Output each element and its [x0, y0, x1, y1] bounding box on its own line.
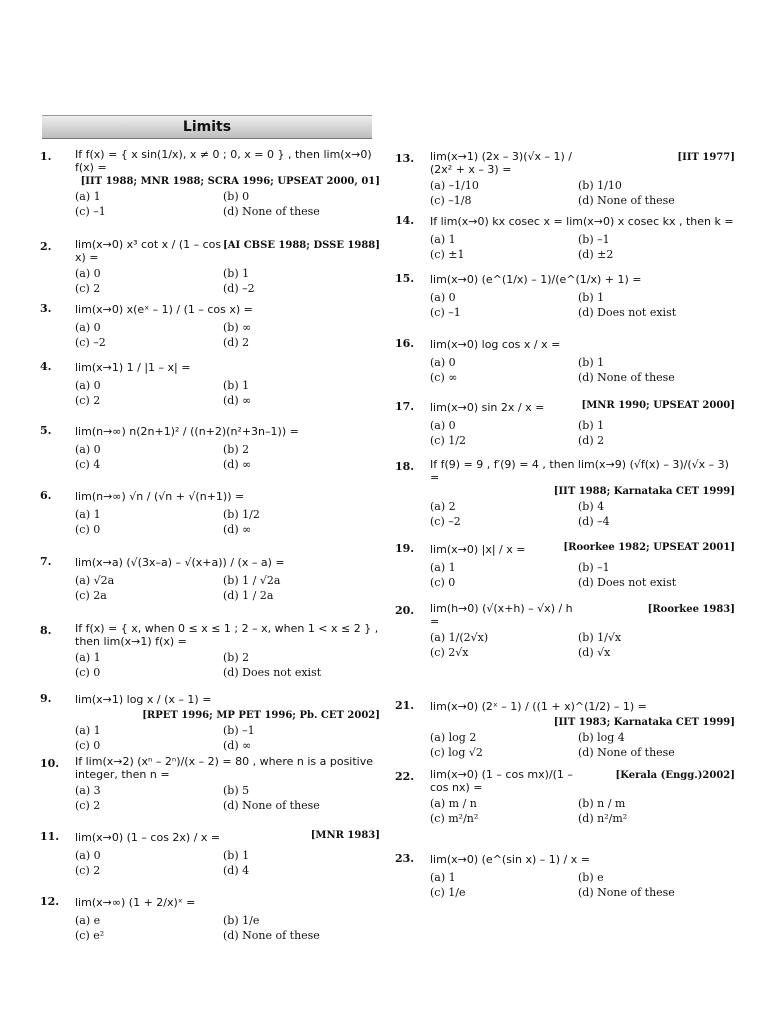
option-b: (b) 1 [223, 379, 250, 392]
question-stem: lim(n→∞) n(2n+1)² / ((n+2)(n²+3n–1)) = [75, 424, 299, 438]
option-d: (d) 2 [578, 434, 605, 447]
question-stem: lim(x→0) log cos x / x = [430, 337, 561, 351]
question-stem: lim(x→0) (e^(1/x) – 1)/(e^(1/x) + 1) = [430, 272, 642, 286]
question-15 [395, 270, 735, 319]
option-d: (d) Does not exist [578, 306, 677, 319]
option-a: (a) –1/10 [430, 179, 479, 192]
option-a: (a) 1 [430, 233, 456, 246]
options-grid [75, 849, 380, 877]
options-grid [430, 233, 735, 261]
option-b: (b) 1 [578, 356, 605, 369]
question-stem: If lim(x→2) (xⁿ – 2ⁿ)/(x – 2) = 80 , where n is a positive integer, then n = [75, 755, 373, 781]
question-source: [Roorkee 1982; UPSEAT 2001] [563, 542, 735, 553]
question-9 [40, 690, 380, 752]
question-source: [Roorkee 1983] [647, 604, 735, 615]
option-c: (c) e² [75, 929, 105, 942]
option-b: (b) –1 [223, 724, 255, 737]
question-5 [40, 422, 380, 471]
option-c: (c) –1 [430, 306, 461, 319]
question-number: 9. [40, 692, 52, 705]
option-a: (a) 0 [75, 267, 101, 280]
question-11 [40, 828, 380, 877]
option-c: (c) 0 [75, 739, 101, 752]
question-stem: lim(x→1) 1 / |1 – x| = [75, 360, 191, 374]
options-grid [75, 508, 380, 536]
option-c: (c) 2√x [430, 646, 469, 659]
option-c: (c) ∞ [430, 371, 458, 384]
option-b: (b) 5 [223, 784, 250, 797]
option-c: (c) –2 [430, 515, 461, 528]
option-a: (a) m / n [430, 797, 477, 810]
option-c: (c) 1/2 [430, 434, 466, 447]
question-21 [395, 697, 735, 759]
option-d: (d) None of these [223, 799, 320, 812]
question-number: 2. [40, 240, 52, 253]
option-a: (a) 1 [430, 561, 456, 574]
question-number: 7. [40, 555, 52, 568]
question-source: [MNR 1990; UPSEAT 2000] [581, 400, 735, 411]
question-number: 20. [395, 604, 415, 617]
option-c: (c) 1/e [430, 886, 466, 899]
options-grid [75, 914, 380, 942]
question-number: 11. [40, 830, 60, 843]
question-stem: lim(x→0) (e^(sin x) – 1) / x = [430, 852, 590, 866]
option-a: (a) e [75, 914, 101, 927]
option-a: (a) 1 [75, 190, 101, 203]
option-c: (c) log √2 [430, 746, 483, 759]
options-grid [75, 724, 380, 752]
option-a: (a) 1 [75, 724, 101, 737]
question-stem: If f(x) = { x, when 0 ≤ x ≤ 1 ; 2 – x, when 1 < x ≤ 2 } , then lim(x→1) f(x) = [75, 622, 379, 648]
option-c: (c) 2a [75, 589, 107, 602]
question-number: 8. [40, 624, 52, 637]
options-grid [75, 267, 380, 295]
option-d: (d) √x [578, 646, 611, 659]
question-20 [395, 602, 735, 659]
question-stem: lim(x→0) (2ˣ – 1) / ((1 + x)^(1/2) – 1) = [430, 699, 647, 713]
options-grid [75, 379, 380, 407]
option-c: (c) 0 [75, 523, 101, 536]
question-number: 1. [40, 150, 52, 163]
question-source: [IIT 1988; MNR 1988; SCRA 1996; UPSEAT 2000, 01] [80, 176, 380, 187]
question-22 [395, 768, 735, 825]
question-number: 21. [395, 699, 415, 712]
option-a: (a) 1 [430, 871, 456, 884]
option-a: (a) 0 [75, 849, 101, 862]
option-a: (a) 0 [75, 443, 101, 456]
question-stem: lim(h→0) (√(x+h) – √x) / h = [430, 602, 573, 628]
option-a: (a) log 2 [430, 731, 477, 744]
option-a: (a) 0 [430, 291, 456, 304]
question-source: [RPET 1996; MP PET 1996; Pb. CET 2002] [142, 710, 380, 721]
option-b: (b) 1 [578, 419, 605, 432]
option-a: (a) 1/(2√x) [430, 631, 489, 644]
question-stem: If lim(x→0) kx cosec x = lim(x→0) x cosec kx , then k = [430, 214, 734, 228]
option-c: (c) 0 [430, 576, 456, 589]
question-number: 14. [395, 214, 415, 227]
options-grid [430, 356, 735, 384]
question-number: 15. [395, 272, 415, 285]
question-number: 3. [40, 302, 52, 315]
option-d: (d) –4 [578, 515, 610, 528]
question-stem: lim(x→0) sin 2x / x = [430, 400, 545, 414]
option-a: (a) 0 [75, 379, 101, 392]
question-12 [40, 893, 380, 942]
option-d: (d) –2 [223, 282, 255, 295]
question-18 [395, 458, 735, 528]
question-number: 5. [40, 424, 52, 437]
question-number: 23. [395, 852, 415, 865]
question-stem: lim(x→∞) (1 + 2/x)ˣ = [75, 895, 196, 909]
question-stem: lim(x→0) (1 – cos mx)/(1 – cos nx) = [430, 768, 573, 794]
question-4 [40, 358, 380, 407]
option-b: (b) –1 [578, 561, 610, 574]
option-d: (d) None of these [578, 194, 675, 207]
option-d: (d) None of these [578, 746, 675, 759]
question-6 [40, 487, 380, 536]
option-a: (a) 1 [75, 651, 101, 664]
question-source: [IIT 1983; Karnataka CET 1999] [553, 717, 735, 728]
option-b: (b) –1 [578, 233, 610, 246]
question-7 [40, 553, 380, 602]
question-stem: lim(x→0) |x| / x = [430, 542, 526, 556]
options-grid [75, 784, 380, 812]
options-grid [430, 731, 735, 759]
question-number: 10. [40, 757, 60, 770]
option-b: (b) n / m [578, 797, 626, 810]
question-stem: If f(x) = { x sin(1/x), x ≠ 0 ; 0, x = 0 } , then lim(x→0) f(x) = [75, 148, 372, 174]
question-stem: lim(x→1) (2x – 3)(√x – 1) / (2x² + x – 3) = [430, 150, 573, 176]
question-number: 19. [395, 542, 415, 555]
option-d: (d) None of these [578, 371, 675, 384]
option-c: (c) 0 [75, 666, 101, 679]
option-d: (d) Does not exist [578, 576, 677, 589]
options-grid [430, 797, 735, 825]
question-stem: lim(x→0) (1 – cos 2x) / x = [75, 830, 221, 844]
question-8 [40, 622, 380, 679]
question-stem: lim(x→a) (√(3x–a) – √(x+a)) / (x – a) = [75, 555, 285, 569]
option-a: (a) 3 [75, 784, 101, 797]
question-16 [395, 335, 735, 384]
option-c: (c) 2 [75, 799, 101, 812]
option-b: (b) 1/10 [578, 179, 622, 192]
question-1 [40, 148, 380, 218]
option-b: (b) 1 / √2a [223, 574, 281, 587]
options-grid [75, 443, 380, 471]
option-c: (c) m²/n² [430, 812, 479, 825]
option-d: (d) 1 / 2a [223, 589, 274, 602]
option-b: (b) log 4 [578, 731, 625, 744]
option-c: (c) –1 [75, 205, 106, 218]
options-grid [75, 321, 380, 349]
option-a: (a) √2a [75, 574, 115, 587]
question-stem: lim(x→1) log x / (x – 1) = [75, 692, 212, 706]
option-d: (d) 4 [223, 864, 250, 877]
question-23 [395, 850, 735, 899]
question-number: 13. [395, 152, 415, 165]
option-d: (d) ∞ [223, 394, 252, 407]
question-source: [IIT 1977] [677, 152, 735, 163]
question-source: [MNR 1983] [310, 830, 380, 841]
question-stem: lim(n→∞) √n / (√n + √(n+1)) = [75, 489, 245, 503]
option-c: (c) 2 [75, 282, 101, 295]
option-b: (b) 1/√x [578, 631, 622, 644]
option-b: (b) 0 [223, 190, 250, 203]
option-b: (b) 2 [223, 443, 250, 456]
option-d: (d) ∞ [223, 739, 252, 752]
option-c: (c) 2 [75, 864, 101, 877]
option-a: (a) 0 [75, 321, 101, 334]
question-number: 22. [395, 770, 415, 783]
option-c: (c) 2 [75, 394, 101, 407]
question-number: 4. [40, 360, 52, 373]
option-d: (d) Does not exist [223, 666, 322, 679]
question-number: 18. [395, 460, 415, 473]
question-source: [IIT 1988; Karnataka CET 1999] [553, 486, 735, 497]
option-b: (b) 1/2 [223, 508, 260, 521]
option-d: (d) ∞ [223, 523, 252, 536]
question-2 [40, 238, 380, 295]
question-17 [395, 398, 735, 447]
option-d: (d) None of these [223, 929, 320, 942]
option-c: (c) –1/8 [430, 194, 472, 207]
option-d: (d) n²/m² [578, 812, 628, 825]
options-grid [430, 419, 735, 447]
option-d: (d) ±2 [578, 248, 614, 261]
options-grid [430, 561, 735, 589]
option-d: (d) None of these [578, 886, 675, 899]
question-number: 12. [40, 895, 60, 908]
option-c: (c) 4 [75, 458, 101, 471]
option-c: (c) ±1 [430, 248, 465, 261]
question-stem: lim(x→0) x(eˣ – 1) / (1 – cos x) = [75, 302, 253, 316]
option-b: (b) 1 [223, 849, 250, 862]
question-number: 17. [395, 400, 415, 413]
option-a: (a) 2 [430, 500, 456, 513]
option-b: (b) e [578, 871, 604, 884]
question-number: 16. [395, 337, 415, 350]
options-grid [75, 190, 380, 218]
option-b: (b) 2 [223, 651, 250, 664]
question-13 [395, 150, 735, 207]
option-a: (a) 0 [430, 419, 456, 432]
option-c: (c) –2 [75, 336, 106, 349]
option-d: (d) ∞ [223, 458, 252, 471]
question-14 [395, 212, 735, 261]
option-b: (b) ∞ [223, 321, 252, 334]
question-19 [395, 540, 735, 589]
options-grid [430, 179, 735, 207]
section-title: Limits [42, 115, 372, 139]
option-b: (b) 4 [578, 500, 605, 513]
option-d: (d) None of these [223, 205, 320, 218]
question-source: [Kerala (Engg.)2002] [615, 770, 735, 781]
question-3 [40, 300, 380, 349]
option-a: (a) 0 [430, 356, 456, 369]
option-d: (d) 2 [223, 336, 250, 349]
option-a: (a) 1 [75, 508, 101, 521]
options-grid [75, 574, 380, 602]
options-grid [430, 291, 735, 319]
question-10 [40, 755, 380, 812]
option-b: (b) 1 [223, 267, 250, 280]
options-grid [430, 631, 735, 659]
question-stem: lim(x→0) x³ cot x / (1 – cos x) = [75, 238, 222, 264]
question-number: 6. [40, 489, 52, 502]
options-grid [430, 500, 735, 528]
option-b: (b) 1/e [223, 914, 260, 927]
question-source: [AI CBSE 1988; DSSE 1988] [223, 240, 380, 251]
options-grid [75, 651, 380, 679]
question-stem: If f(9) = 9 , f′(9) = 4 , then lim(x→9) (√f(x) – 3)/(√x – 3) = [430, 458, 729, 484]
options-grid [430, 871, 735, 899]
option-b: (b) 1 [578, 291, 605, 304]
